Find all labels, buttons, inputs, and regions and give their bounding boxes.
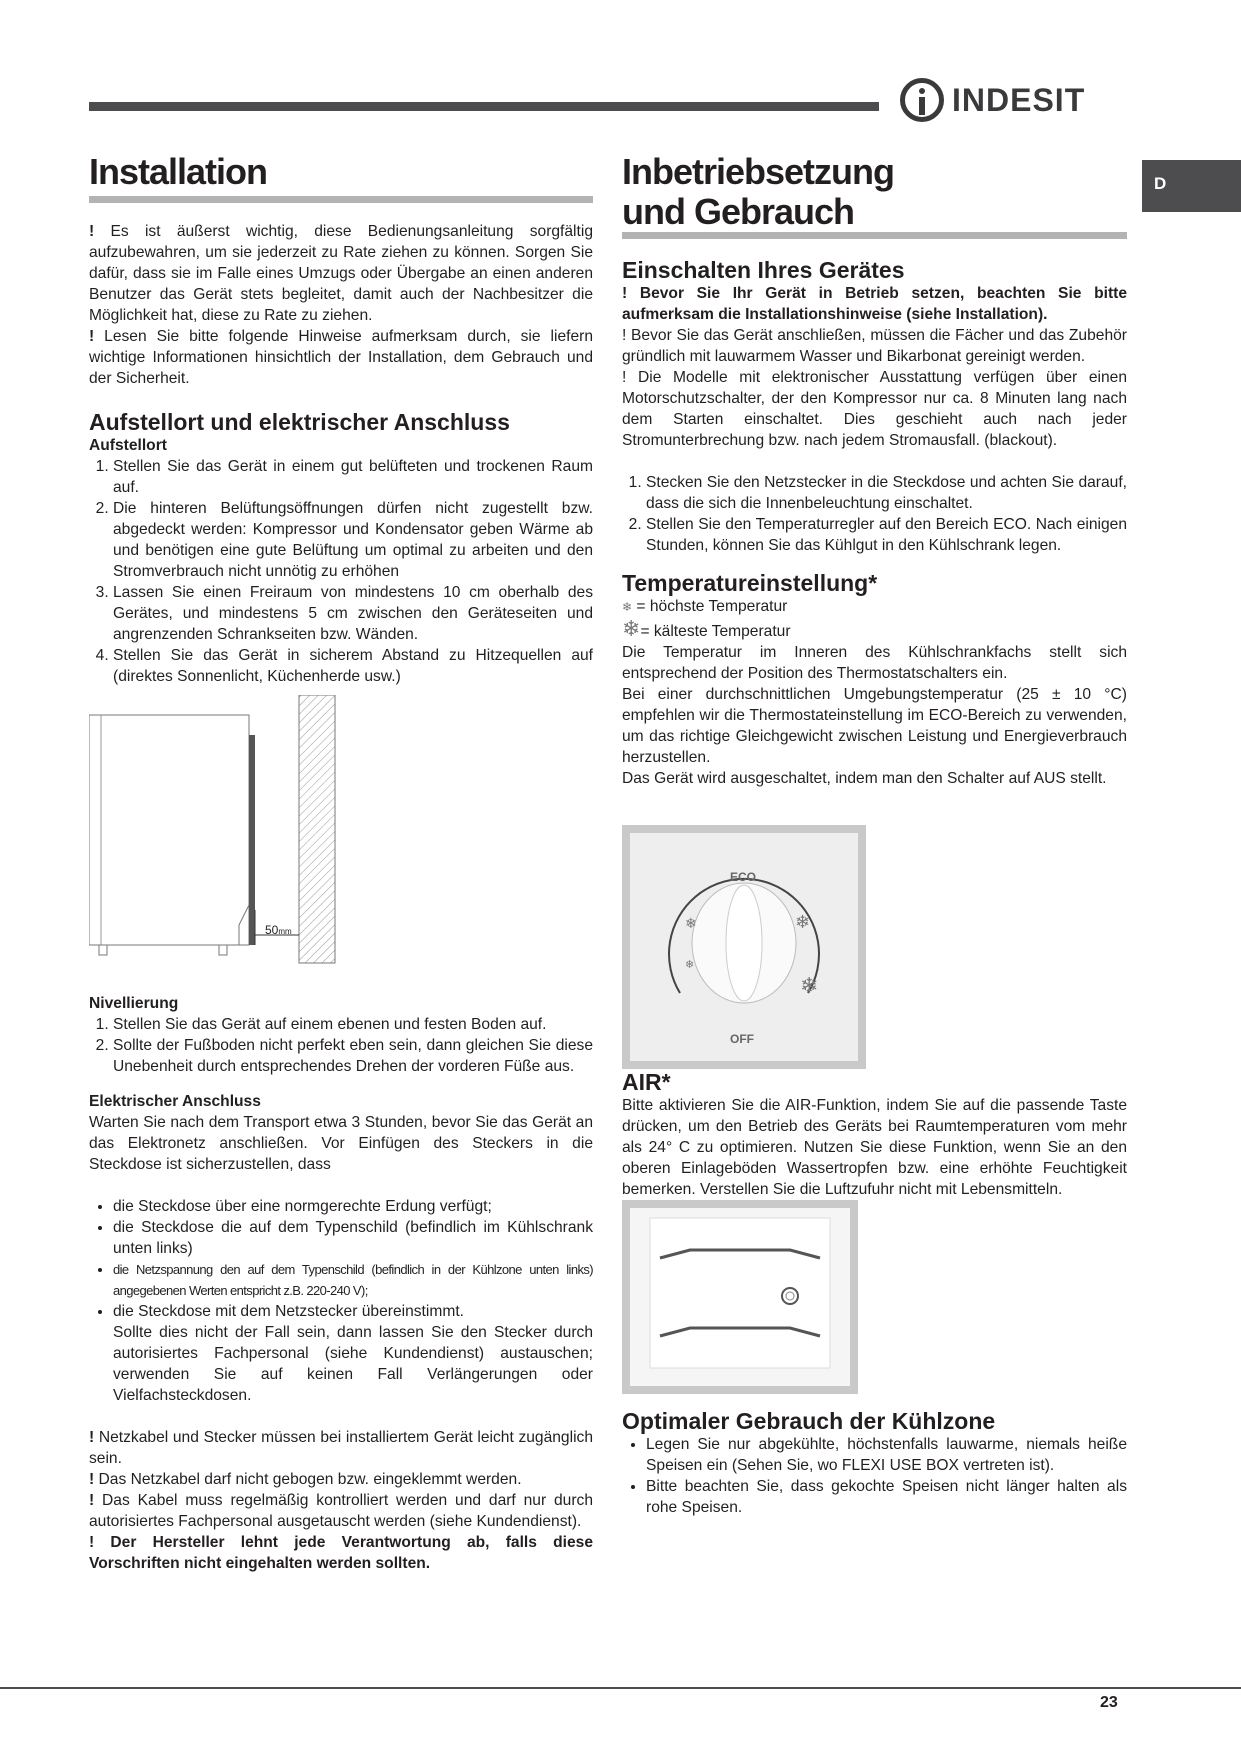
list-item: • die Steckdose die auf dem Typenschild (befindlich im Kühlschrank unten links) [113, 1217, 593, 1259]
indesit-logo [900, 72, 1085, 128]
list [622, 1434, 1127, 1518]
clearance-diagram [89, 695, 593, 985]
dial-eco-label: ECO [730, 870, 757, 884]
language-tab: D [1142, 160, 1241, 212]
logo-icon [900, 78, 944, 122]
svg-text:❄: ❄ [800, 973, 819, 998]
subsection-title: Temperatureinstellung* [622, 570, 878, 596]
list-item: 2. Sollte der Fußboden nicht perfekt eben sein, dann gleichen Sie diese Unebenheit durch entsprechendes Drehen der vorderen Füße aus. [113, 1035, 593, 1077]
paragraph: Warten Sie nach dem Transport etwa 3 Stunden, bevor Sie das Gerät an das Elektronetz anschließen. Vor Einfügen des Steckers in die Steckdose ist sicherzustellen, dass [89, 1114, 593, 1173]
list-item: • Legen Sie nur abgekühlte, höchstenfalls lauwarme, niemals heiße Speisen ein (Sehen Sie, wo FLEXI USE BOX vertreten ist). [646, 1434, 1127, 1476]
paragraph: ! Die Modelle mit elektronischer Ausstattung verfügen über einen Motorschutzschalter, der den Kompressor nur ca. 8 Minuten lang nach dem Starten einschaltet. Dies geschieht auch nach jeder Stromunterbrechung bzw. nach jedem Stromausfall. (blackout). [622, 369, 1127, 449]
legend-high: ❄ = höchste Temperatur [622, 598, 788, 615]
list [622, 472, 1127, 556]
section-title: Inbetriebsetzung und Gebrauch [622, 151, 895, 232]
heading: Aufstellort [89, 437, 167, 454]
clearance-label: 50mm [265, 923, 292, 937]
legend-low: ❄= kälteste Temperatur [622, 616, 791, 641]
snowflake-small-icon: ❄ [622, 600, 633, 614]
air-vent-image [622, 1200, 858, 1394]
list-item: • die Netzspannung den auf dem Typenschild (befindlich in der Kühlzone unten links) angegebenen Werten entspricht z.B. 220-240 V); [113, 1259, 593, 1301]
right-column [622, 152, 1127, 1518]
subsection-title: Optimaler Gebrauch der Kühlzone [622, 1408, 996, 1434]
warning: ! Netzkabel und Stecker müssen bei installiertem Gerät leicht zugänglich sein. [89, 1429, 593, 1467]
page-number: 23 [1100, 1694, 1118, 1711]
thermostat-dial-image [622, 825, 866, 1069]
paragraph: ! Lesen Sie bitte folgende Hinweise aufmerksam durch, sie liefern wichtige Informationen hinsichtlich der Installation, dem Gebrauch und der Sicherheit. [89, 328, 593, 387]
list-item: • die Steckdose mit dem Netzstecker übereinstimmt. [113, 1301, 593, 1322]
header-rule [89, 102, 879, 111]
warning: ! Das Netzkabel darf nicht gebogen bzw. eingeklemmt werden. [89, 1471, 522, 1488]
brand-name: INDESIT [952, 81, 1086, 118]
heading: Nivellierung [89, 995, 179, 1012]
paragraph: Das Gerät wird ausgeschaltet, indem man den Schalter auf AUS stellt. [622, 770, 1107, 787]
section-title: Installation [89, 152, 593, 203]
list-item: 2. Die hinteren Belüftungsöffnungen dürfen nicht zugestellt bzw. abgedeckt werden: Kompressor und Kondensator geben Wärme ab und benötigen eine gute Belüftung um optimal zu arbeiten und den Stromverbrauch nicht unnötig zu erhöhen [113, 498, 593, 582]
footer-rule [0, 1687, 1241, 1689]
left-column [89, 152, 593, 1574]
paragraph: ! Bevor Sie das Gerät anschließen, müssen die Fächer und das Zubehör gründlich mit lauwarmem Wasser und Bikarbonat gereinigt werden. [622, 327, 1127, 365]
paragraph: Bei einer durchschnittlichen Umgebungstemperatur (25 ± 10 °C) empfehlen wir die Thermostateinstellung im ECO-Bereich zu verwenden, um das richtige Gleichgewicht zwischen Leistung und Energieverbrauch herzustellen. [622, 686, 1127, 766]
list-item: 4. Stellen Sie das Gerät in sicherem Abstand zu Hitzequellen auf (direktes Sonnenlicht, Küchenherde usw.) [113, 645, 593, 687]
list [89, 1196, 593, 1322]
heading: Elektrischer Anschluss [89, 1093, 261, 1110]
paragraph: Bitte aktivieren Sie die AIR-Funktion, indem Sie auf die passende Taste drücken, um den Betrieb des Geräts bei Raumtemperaturen vom mehr als 24° C zu optimieren. Nutzen Sie diese Funktion, wenn Sie an den oberen Einlageböden Wassertropfen bzw. eine erhöhte Feuchtigkeit bemerken. Verstellen Sie die Luftzufuhr nicht mit Lebensmitteln. [622, 1097, 1127, 1198]
dial-off-label: OFF [730, 1032, 754, 1046]
list-item: 1. Stellen Sie das Gerät in einem gut belüfteten und trockenen Raum auf. [113, 456, 593, 498]
list [89, 456, 593, 687]
list-item: 1. Stellen Sie das Gerät auf einem ebenen und festen Boden auf. [113, 1014, 593, 1035]
paragraph: ! Bevor Sie Ihr Gerät in Betrieb setzen, beachten Sie bitte aufmerksam die Installationshinweise (siehe Installation). [622, 285, 1127, 323]
list [89, 1014, 593, 1077]
subsection-title: Aufstellort und elektrischer Anschluss [89, 409, 510, 435]
list-item: 1. Stecken Sie den Netzstecker in die Steckdose und achten Sie darauf, dass die sich die Innenbeleuchtung einschaltet. [646, 472, 1127, 514]
paragraph: Sollte dies nicht der Fall sein, dann lassen Sie den Stecker durch autorisiertes Fachpersonal (siehe Kundendienst) austauschen; verwenden Sie auf keinen Fall Verlängerungen oder Vielfachsteckdosen. [113, 1324, 593, 1404]
list-item: • Bitte beachten Sie, dass gekochte Speisen nicht länger halten als rohe Speisen. [646, 1476, 1127, 1518]
warning: ! Das Kabel muss regelmäßig kontrolliert werden und darf nur durch autorisiertes Fachpersonal ausgetauscht werden (siehe Kundendienst). [89, 1492, 593, 1530]
svg-text:❄: ❄ [685, 915, 697, 931]
list-item: • die Steckdose über eine normgerechte Erdung verfügt; [113, 1196, 593, 1217]
paragraph: Die Temperatur im Inneren des Kühlschrankfachs stellt sich entsprechend der Position des Thermostatschalters ein. [622, 644, 1127, 682]
snowflake-large-icon: ❄ [622, 616, 641, 641]
warning: ! Der Hersteller lehnt jede Verantwortung ab, falls diese Vorschriften nicht eingehalten werden sollten. [89, 1534, 593, 1572]
list-item: 3. Lassen Sie einen Freiraum von mindestens 10 cm oberhalb des Gerätes, und mindestens 5 cm zwischen den Geräteseiten und angrenzenden Schrankseiten bzw. Wänden. [113, 582, 593, 645]
subsection-title: AIR* [622, 1069, 671, 1095]
svg-text:❄: ❄ [795, 912, 811, 932]
paragraph: ! Es ist äußerst wichtig, diese Bedienungsanleitung sorgfältig aufzubewahren, um sie jederzeit zu Rate ziehen zu können. Sorgen Sie dafür, dass sie im Falle eines Umzugs oder Übergabe an einen anderen Benutzer das Gerät stets begleitet, damit auch der Nachbesitzer die Möglichkeit hat, diese zu Rate zu ziehen. [89, 223, 593, 324]
list-item: 2. Stellen Sie den Temperaturregler auf den Bereich ECO. Nach einigen Stunden, können Sie das Kühlgut in den Kühlschrank legen. [646, 514, 1127, 556]
svg-text:❄: ❄ [685, 959, 695, 971]
subsection-title: Einschalten Ihres Gerätes [622, 257, 905, 283]
